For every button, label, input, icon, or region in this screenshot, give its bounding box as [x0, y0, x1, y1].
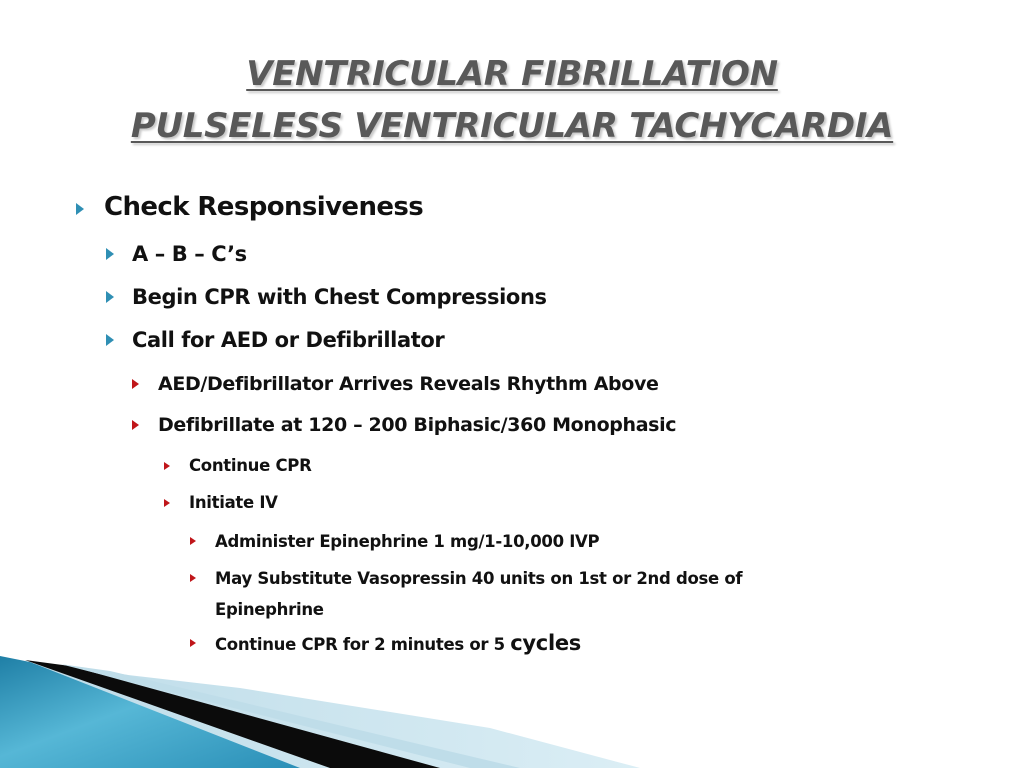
bullet-abcs: A – B – C’s	[132, 242, 247, 266]
list-item	[190, 628, 581, 660]
red-triangle-bullet-icon	[164, 499, 170, 507]
bullet-begin-cpr: Begin CPR with Chest Compressions	[132, 285, 547, 309]
red-triangle-bullet-icon	[164, 462, 170, 470]
list-item	[164, 456, 311, 475]
list-item	[190, 563, 742, 625]
list-item	[106, 242, 247, 266]
red-triangle-bullet-icon	[190, 639, 196, 647]
blue-triangle-bullet-icon	[76, 203, 84, 215]
title-line-1: VENTRICULAR FIBRILLATION	[246, 54, 778, 94]
list-item	[76, 192, 423, 222]
bullet-vasopressin-line-2: Epinephrine	[215, 600, 324, 619]
bullet-continue-cpr-cycles-prefix: Continue CPR for 2 minutes or 5	[215, 635, 511, 654]
bullet-continue-cpr: Continue CPR	[189, 456, 312, 475]
list-item	[132, 414, 676, 436]
blue-triangle-bullet-icon	[106, 248, 114, 260]
bullet-vasopressin	[215, 563, 742, 625]
blue-triangle-bullet-icon	[106, 334, 114, 346]
red-triangle-bullet-icon	[132, 379, 139, 389]
bullet-continue-cpr-cycles	[215, 628, 581, 660]
blue-triangle-bullet-icon	[106, 291, 114, 303]
red-triangle-bullet-icon	[132, 420, 139, 430]
red-triangle-bullet-icon	[190, 574, 196, 582]
bullet-vasopressin-line-1: May Substitute Vasopressin 40 units on 1st or 2nd dose of	[215, 569, 743, 588]
bullet-initiate-iv: Initiate IV	[189, 493, 278, 512]
list-item	[164, 493, 278, 512]
bullet-check-responsiveness: Check Responsiveness	[104, 192, 424, 222]
list-item	[132, 373, 659, 395]
bullet-continue-cpr-cycles-suffix: cycles	[510, 631, 581, 655]
title-line-2: PULSELESS VENTRICULAR TACHYCARDIA	[130, 106, 894, 146]
list-item	[190, 526, 599, 557]
list-item	[106, 328, 444, 352]
bullet-epinephrine: Administer Epinephrine 1 mg/1-10,000 IVP	[215, 532, 600, 551]
bullet-call-aed: Call for AED or Defibrillator	[132, 328, 445, 352]
bullet-defibrillate: Defibrillate at 120 – 200 Biphasic/360 Monophasic	[158, 414, 677, 436]
red-triangle-bullet-icon	[190, 537, 196, 545]
list-item	[106, 285, 547, 309]
bullet-aed-arrives: AED/Defibrillator Arrives Reveals Rhythm Above	[158, 373, 659, 395]
